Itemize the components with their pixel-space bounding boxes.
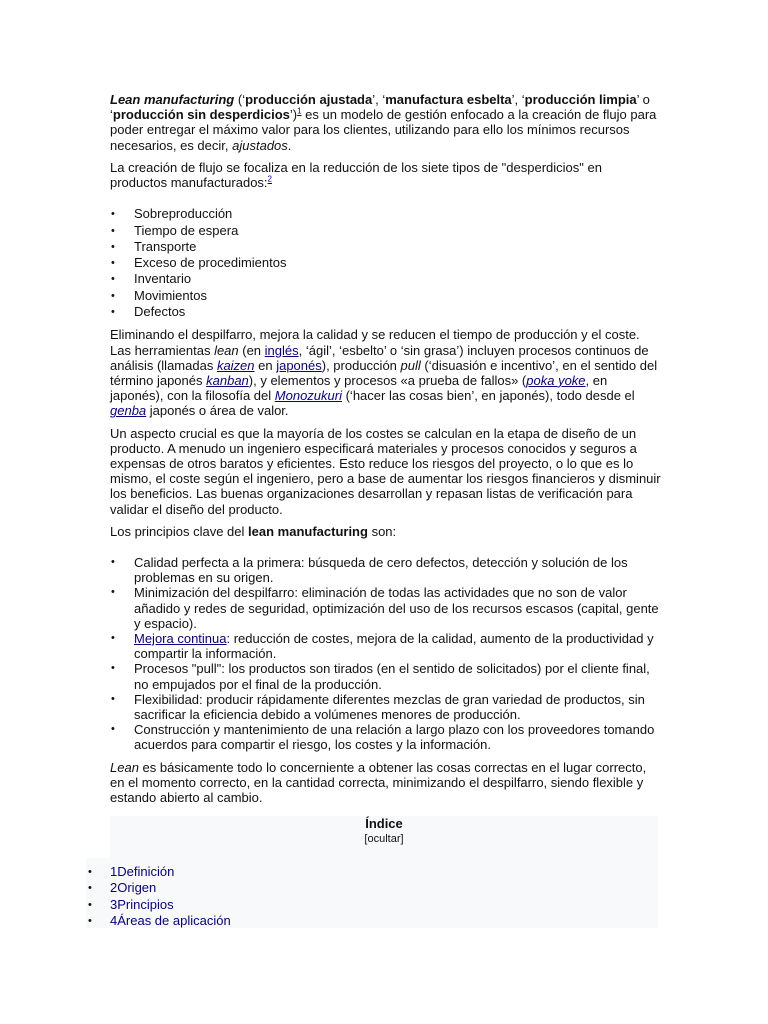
toc-item[interactable]: • 4Áreas de aplicación [110, 913, 231, 929]
closing-paragraph: Lean es básicamente todo lo concerniente a obtener las cosas correctas en el lugar correcto, en el momento correcto, en la cantidad correcta, minimizando el despilfarro, siendo flexible y estando abierto al cambio. [110, 759, 647, 805]
toc-link[interactable]: Origen [117, 880, 157, 896]
term-lean-manufacturing: Lean manufacturing [110, 92, 235, 107]
list-item: • Calidad perfecta a la primera: búsqueda de cero defectos, detección y solución de los problemas en su origen. [134, 555, 662, 585]
reference-link[interactable]: 1 [297, 106, 302, 116]
toc-item[interactable]: • 1Definición [110, 864, 231, 880]
link-monozukuri[interactable]: Monozukuri [274, 388, 342, 404]
list-item: • Construcción y mantenimiento de una relación a largo plazo con los proveedores tomando acuerdos para compartir el riesgo, los costes y la información. [134, 722, 662, 752]
link-kaizen[interactable]: kaizen [216, 357, 255, 373]
principles-intro: Los principios clave del lean manufacturing son: [110, 523, 397, 539]
alt-name: producción limpia [524, 92, 637, 107]
toc-link[interactable]: Definición [117, 864, 175, 879]
toc-link[interactable]: Áreas de aplicación [117, 912, 231, 928]
list-item: • Tiempo de espera [134, 223, 662, 239]
list-item: • Movimientos [134, 288, 662, 304]
list-item: • Transporte [134, 239, 662, 255]
link-kanban[interactable]: kanban [206, 372, 249, 388]
waste-types-list [110, 206, 662, 320]
principles-list [110, 555, 662, 753]
toc-link[interactable]: Principios [117, 896, 174, 912]
list-item: • Minimización del despilfarro: eliminación de todas las actividades que no son de valor añadido y redes de seguridad, optimización del uso de los recursos escasos (capital, gente y espacio). [134, 585, 662, 631]
intro-paragraph: Lean manufacturing (‘producción ajustada’, ‘manufactura esbelta’, ‘producción limpia’ o ‘producción sin desperdicios’)$^1$ es un modelo de gestión enfocado a la creación de flujo para poder entregar el máximo valor para los clientes, utilizando para ello los mínimos recursos necesarios, es decir, ajustados. [110, 92, 657, 153]
toc-item[interactable]: • 3Principios [110, 897, 231, 913]
link-genba[interactable]: genba [110, 403, 147, 419]
article-body [110, 92, 662, 805]
toc-list [110, 864, 231, 929]
toc-hide-toggle[interactable]: [ocultar] [364, 833, 404, 845]
alt-name: producción ajustada [245, 92, 373, 107]
tools-paragraph: Eliminando el despilfarro, mejora la calidad y se reducen el tiempo de producción y el coste. Las herramientas lean (en inglés, ‘ágil’, ‘esbelto’ o ‘sin grasa’) incluyen procesos continuos de análisis (llamadas kaizen en japonés), producción pull (‘disuasión e incentivo’, en el sentido del término japonés kanban), y elementos y procesos «a prueba de fallos» (poka yoke, en japonés), con la filosofía del Monozukuri (‘hacer las cosas bien’, en japonés), todo desde el genba japonés o área de valor. [110, 327, 658, 419]
list-item: • Inventario [134, 271, 662, 287]
list-item: • Sobreproducción [134, 206, 662, 222]
design-paragraph: Un aspecto crucial es que la mayoría de los costes se calculan en la etapa de diseño de un producto. A menudo un ingeniero especificará materiales y procesos conocidos y seguros a expensas de otros baratos y eficientes. Esto reduce los riesgos del proyecto, o lo que es lo mismo, el coste según el ingeniero, pero a base de aumentar los riesgos financieros y disminuir los beneficios. Las buenas organizaciones desarrollan y repasan listas de verificación para validar el diseño del producto. [110, 425, 661, 517]
list-item: • Procesos "pull": los productos son tirados (en el sentido de solicitados) por el cliente final, no empujados por el final de la producción. [134, 661, 662, 691]
list-item: • Defectos [134, 304, 662, 320]
flow-paragraph: La creación de flujo se focaliza en la reducción de los siete tipos de "desperdicios" en productos manufacturados:$^2$ [110, 159, 602, 191]
list-item: • Flexibilidad: producir rápidamente diferentes mezclas de gran variedad de productos, sin sacrificar la eficiencia debido a volúmenes menores de producción. [134, 692, 662, 722]
link-ingles[interactable]: inglés [264, 342, 299, 358]
link-mejora-continua[interactable]: Mejora continua [134, 630, 227, 646]
toc-title: Índice [365, 816, 403, 831]
alt-name: manufactura esbelta [385, 92, 512, 107]
toc-toggle-wrap [110, 833, 658, 845]
reference-link[interactable]: 2 [267, 174, 272, 184]
list-item: • Exceso de procedimientos [134, 255, 662, 271]
alt-name: producción sin desperdicios [112, 107, 290, 123]
link-japones[interactable]: japonés [276, 357, 322, 373]
list-item: • Mejora continua: reducción de costes, mejora de la calidad, aumento de la productividad y compartir la información. [134, 631, 662, 661]
link-poka-yoke[interactable]: poka yoke [526, 372, 586, 388]
toc-item[interactable]: • 2Origen [110, 880, 231, 896]
